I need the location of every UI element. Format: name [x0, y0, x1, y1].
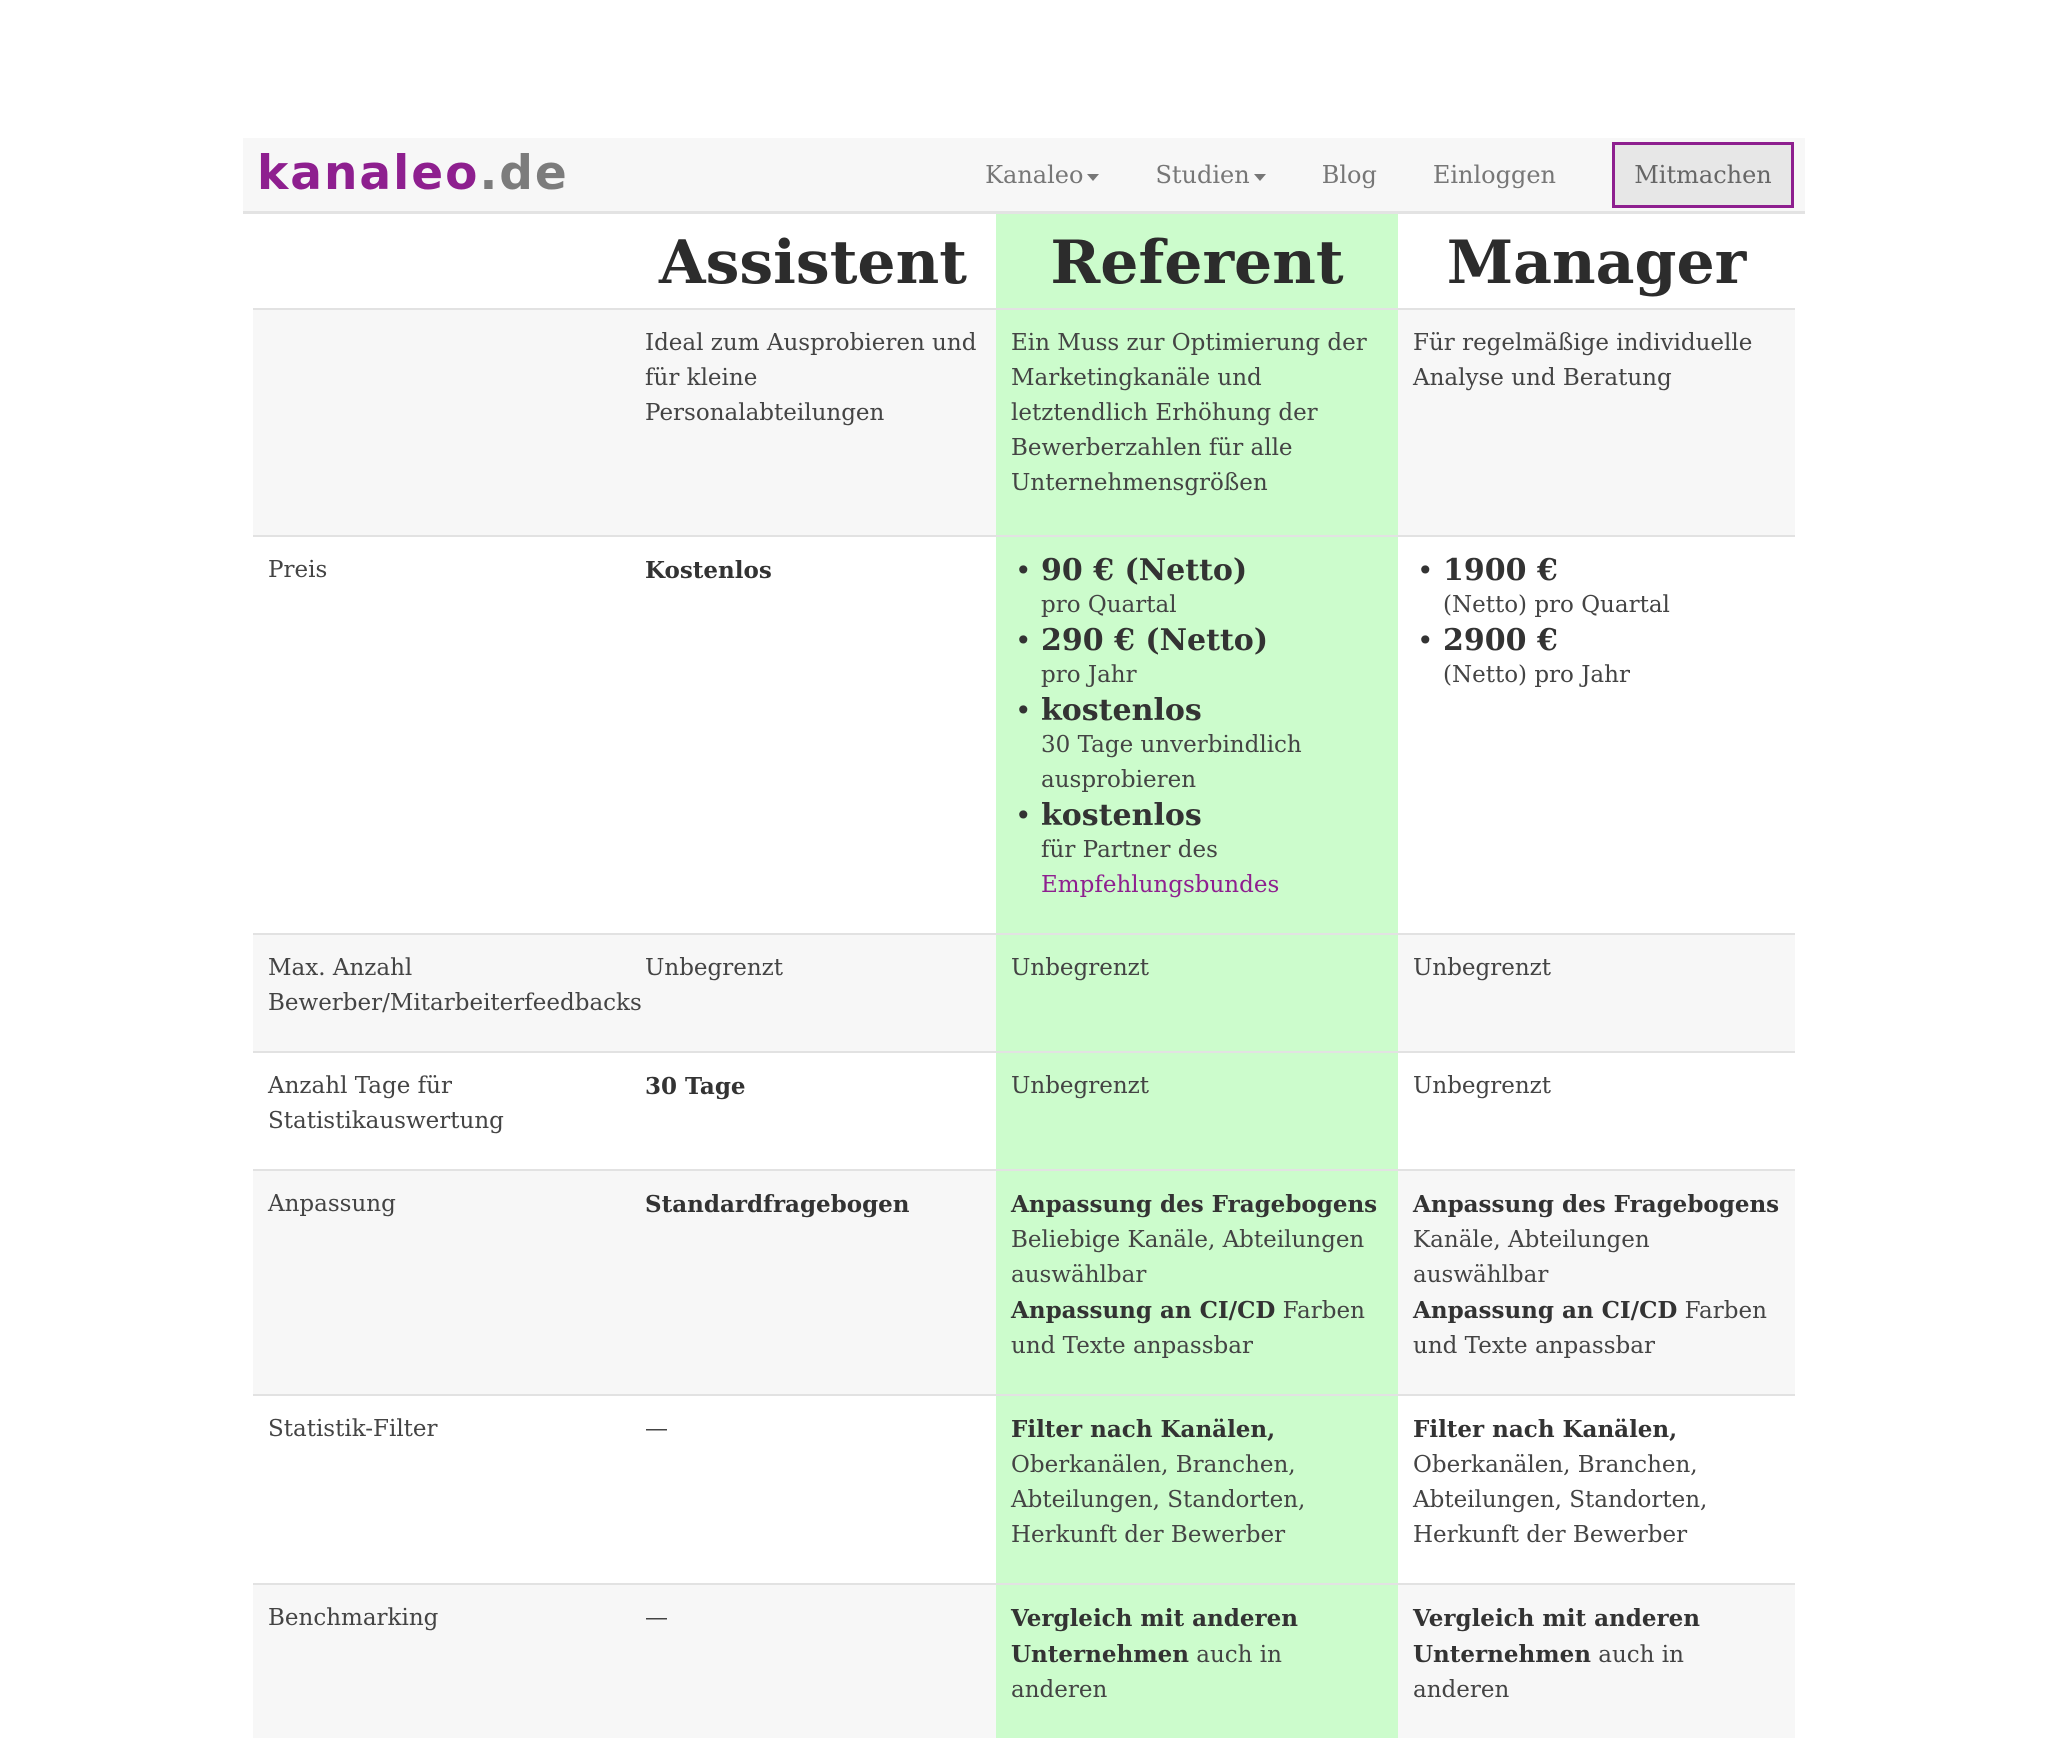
table-row-feedbacks [253, 934, 1795, 1052]
empfehlungsbund-link[interactable]: Empfehlungsbundes [1041, 872, 1280, 898]
plan-description-referent: Ein Muss zur Optimierung der Marketingkanäle und letztendlich Erhöhung der Bewerberzahlen für alle Unternehmensgrößen [996, 309, 1398, 536]
feedbacks-referent: Unbegrenzt [996, 934, 1398, 1052]
row-label-feedbacks: Max. Anzahl Bewerber/Mitarbeiterfeedbacks [253, 934, 630, 1052]
customization-title: Anpassung des Fragebogens [1011, 1191, 1378, 1218]
customization-text: Farben und Texte anpassbar [1011, 1298, 1365, 1359]
table-row-customization [253, 1170, 1795, 1395]
price-amount: • kostenlos [1041, 693, 1202, 728]
price-period: (Netto) pro Jahr [1443, 662, 1630, 688]
days-assistent [630, 1052, 996, 1170]
price-item [1041, 693, 1383, 798]
price-list-manager [1413, 553, 1780, 693]
empty-header-cell [253, 214, 630, 309]
pricing-table-container [253, 214, 1795, 1703]
price-item [1443, 553, 1780, 623]
row-label-benchmark: Benchmarking [253, 1584, 630, 1738]
plan-title-manager: Manager [1446, 228, 1747, 298]
plan-title-assistent: Assistent [659, 228, 967, 298]
filter-assistent: — [630, 1395, 996, 1584]
price-item [1041, 798, 1383, 903]
filter-text: Oberkanälen, Branchen, Abteilungen, Standorten, Herkunft der Bewerber [1011, 1452, 1306, 1548]
price-amount: • 2900 € [1443, 623, 1558, 658]
mitmachen-button[interactable]: Mitmachen [1612, 142, 1794, 208]
caret-down-icon [1087, 174, 1099, 181]
row-label-days: Anzahl Tage für Statistikauswertung [253, 1052, 630, 1170]
table-row-filter [253, 1395, 1795, 1584]
benchmark-text: auch in anderen [1413, 1642, 1684, 1703]
nav-item-label: Blog [1321, 160, 1377, 189]
filter-manager [1398, 1395, 1795, 1584]
feedbacks-manager: Unbegrenzt [1398, 934, 1795, 1052]
customization-text: Kanäle, Abteilungen auswählbar [1413, 1227, 1650, 1288]
benchmark-referent [996, 1584, 1398, 1738]
benchmark-assistent: — [630, 1584, 996, 1738]
row-label-customization: Anpassung [253, 1170, 630, 1395]
customization-title: Anpassung an CI/CD [1413, 1297, 1678, 1324]
price-period: für Partner des [1041, 837, 1218, 863]
price-assistent [630, 536, 996, 934]
nav-item-studien[interactable] [1155, 161, 1265, 189]
logo-tld: .de [479, 146, 569, 201]
price-period: 30 Tage unverbindlich ausprobieren [1041, 732, 1302, 793]
price-amount: • 1900 € [1443, 553, 1558, 588]
nav-item-blog[interactable] [1322, 161, 1377, 189]
filter-title: Filter nach Kanälen, [1413, 1416, 1678, 1443]
days-manager: Unbegrenzt [1398, 1052, 1795, 1170]
customization-title: Anpassung an CI/CD [1011, 1297, 1276, 1324]
table-row-price [253, 536, 1795, 934]
customization-text: Beliebige Kanäle, Abteilungen auswählbar [1011, 1227, 1365, 1288]
price-item [1041, 553, 1383, 623]
caret-down-icon [1254, 174, 1266, 181]
price-amount: • 90 € (Netto) [1041, 553, 1248, 588]
price-period: pro Quartal [1041, 592, 1177, 618]
customization-title: Anpassung des Fragebogens [1413, 1191, 1780, 1218]
filter-title: Filter nach Kanälen, [1011, 1416, 1276, 1443]
row-label-price: Preis [253, 536, 630, 934]
benchmark-title: Vergleich mit anderen Unternehmen [1413, 1605, 1700, 1668]
benchmark-manager [1398, 1584, 1795, 1738]
nav-item-kanaleo[interactable] [985, 161, 1099, 189]
top-navbar [243, 138, 1805, 214]
plan-description-manager: Für regelmäßige individuelle Analyse und Beratung [1398, 309, 1795, 536]
days-assistent-value: 30 Tage [645, 1073, 746, 1100]
plan-description-assistent: Ideal zum Ausprobieren und für kleine Personalabteilungen [630, 309, 996, 536]
table-row-days [253, 1052, 1795, 1170]
price-assistent-value: Kostenlos [645, 557, 772, 584]
customization-assistent-value: Standardfragebogen [645, 1191, 910, 1218]
price-period: pro Jahr [1041, 662, 1137, 688]
customization-referent [996, 1170, 1398, 1395]
price-item [1041, 623, 1383, 693]
price-item [1443, 623, 1780, 693]
nav-item-label: Einloggen [1432, 160, 1556, 189]
nav-item-label: Kanaleo [985, 160, 1084, 189]
row-label-filter: Statistik-Filter [253, 1395, 630, 1584]
customization-manager [1398, 1170, 1795, 1395]
logo-brand: kanaleo [257, 146, 480, 201]
price-amount: • kostenlos [1041, 798, 1202, 833]
filter-text: Oberkanälen, Branchen, Abteilungen, Standorten, Herkunft der Bewerber [1413, 1452, 1708, 1548]
table-row-description [253, 309, 1795, 536]
pricing-table [253, 214, 1795, 1738]
price-period: (Netto) pro Quartal [1443, 592, 1670, 618]
price-manager [1398, 536, 1795, 934]
nav-links [985, 138, 1805, 211]
plan-header-row [253, 214, 1795, 309]
filter-referent [996, 1395, 1398, 1584]
plan-title-referent: Referent [996, 214, 1398, 309]
price-list-referent [1011, 553, 1383, 903]
kanaleo-logo[interactable] [257, 146, 569, 201]
benchmark-text: auch in anderen [1011, 1642, 1282, 1703]
price-amount: • 290 € (Netto) [1041, 623, 1269, 658]
nav-item-label: Studien [1155, 160, 1250, 189]
nav-item-einloggen[interactable] [1433, 161, 1556, 189]
days-referent: Unbegrenzt [996, 1052, 1398, 1170]
benchmark-title: Vergleich mit anderen Unternehmen [1011, 1605, 1298, 1668]
feedbacks-assistent: Unbegrenzt [630, 934, 996, 1052]
customization-text: Farben und Texte anpassbar [1413, 1298, 1767, 1359]
table-row-benchmark [253, 1584, 1795, 1738]
customization-assistent [630, 1170, 996, 1395]
price-referent [996, 536, 1398, 934]
row-label-empty [253, 309, 630, 536]
